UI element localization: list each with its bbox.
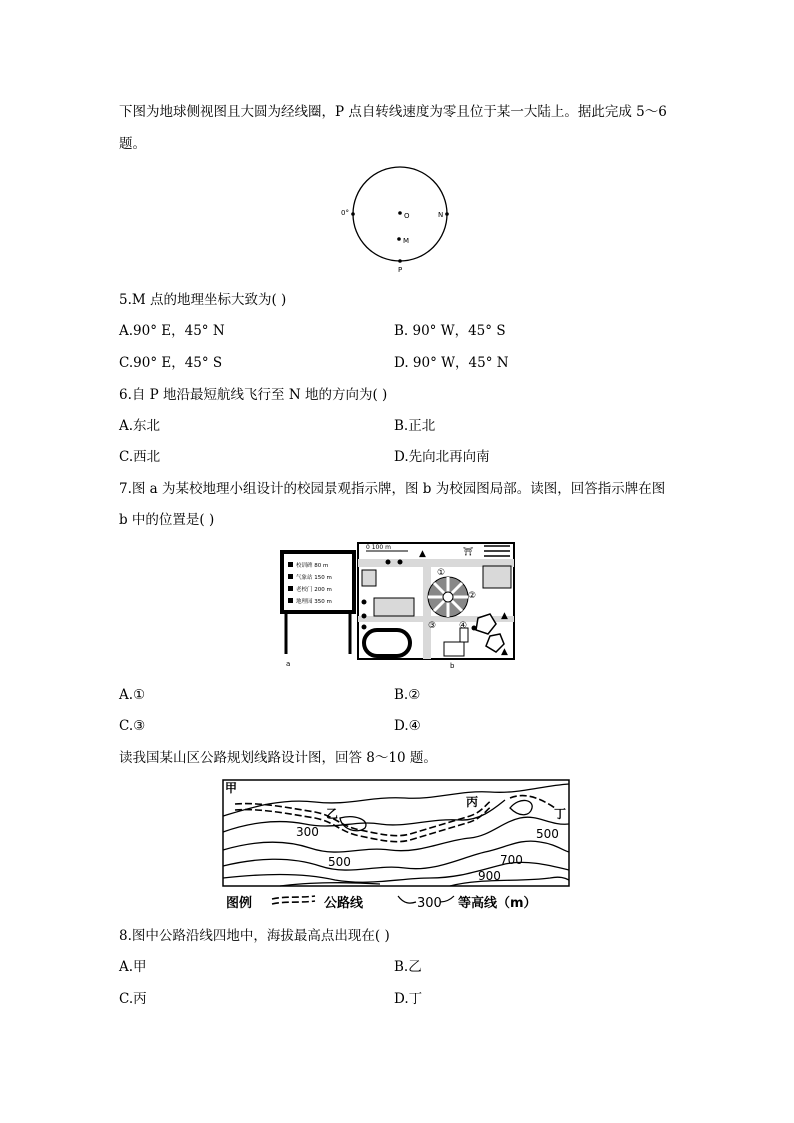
marker-3: ③	[428, 621, 437, 631]
place-jia: 甲	[225, 781, 238, 795]
campus-map-b	[358, 543, 514, 659]
campus-figure	[278, 542, 518, 672]
legend-road: 公路线	[324, 896, 364, 911]
q8-option-d[interactable]: D.丁	[394, 991, 423, 1007]
sign-item: 气象站 150 m	[296, 575, 332, 581]
q8-option-c[interactable]: C.丙	[119, 991, 147, 1007]
marker-1: ①	[437, 568, 446, 578]
gate-icon: ⛩	[463, 547, 474, 556]
legend-contour: 等高线（m）	[458, 896, 537, 911]
point-n	[445, 212, 449, 216]
label-p: P	[398, 266, 403, 274]
weather-station-icon	[288, 574, 293, 579]
contour-label: 500	[328, 855, 351, 869]
label-o: O	[404, 212, 410, 220]
place-bing: 丙	[466, 795, 479, 809]
q5-option-d[interactable]: D. 90° W，45° N	[394, 355, 509, 371]
place-yi: 乙	[326, 807, 339, 821]
legend-contour-icon	[398, 896, 416, 903]
q7-option-c[interactable]: C.③	[119, 718, 146, 734]
sign-board-a	[282, 552, 354, 654]
q6-option-b[interactable]: B.正北	[394, 418, 436, 434]
q6-option-d[interactable]: D.先向北再向南	[394, 449, 490, 465]
old-gate-icon	[288, 586, 293, 591]
q5-option-a[interactable]: A.90° E，45° N	[119, 323, 225, 339]
stele-icon	[288, 562, 293, 567]
intro-line-1: 下图为地球侧视图且大圆为经线圈，P 点自转线速度为零且位于某一大陆上。据此完成 5～6	[119, 104, 667, 120]
q6-option-a[interactable]: A.东北	[119, 418, 161, 434]
q7-option-d[interactable]: D.④	[394, 718, 421, 734]
geo-garden-icon	[288, 598, 293, 603]
point-o	[398, 211, 402, 215]
q7-stem-line-2: b 中的位置是( )	[119, 512, 215, 528]
contour-label: 300	[296, 825, 319, 839]
point-0-degree	[351, 212, 355, 216]
q5-option-c[interactable]: C.90° E，45° S	[119, 355, 223, 371]
running-track	[364, 630, 410, 656]
point-m	[397, 237, 401, 241]
label-a: a	[286, 660, 291, 668]
label-n: N	[438, 211, 444, 219]
q8-option-a[interactable]: A.甲	[119, 959, 147, 975]
map-scale: 0 100 m	[366, 544, 391, 551]
q8-stem: 8.图中公路沿线四地中，海拔最高点出现在( )	[119, 928, 390, 944]
q7-option-a[interactable]: A.①	[119, 687, 146, 703]
contour-label: 500	[536, 827, 559, 841]
tree-icon: ▲	[501, 611, 508, 621]
tree-icon: ▲	[419, 549, 426, 559]
sign-item: 地理园 350 m	[296, 599, 332, 605]
legend-title: 图例	[226, 896, 253, 911]
legend-contour-value: 300	[417, 896, 442, 911]
map-frame	[223, 780, 569, 886]
q5-option-b[interactable]: B. 90° W，45° S	[394, 323, 506, 339]
label-m: M	[403, 237, 410, 245]
globe-figure	[340, 160, 460, 280]
place-ding: 丁	[554, 807, 567, 821]
intro-line-2: 题。	[119, 136, 146, 152]
q5-stem: 5.M 点的地理坐标大致为( )	[119, 292, 287, 308]
q8-option-b[interactable]: B.乙	[394, 959, 422, 975]
q7-option-b[interactable]: B.②	[394, 687, 421, 703]
intro-2: 读我国某山区公路规划线路设计图，回答 8～10 题。	[119, 750, 437, 766]
sign-item: 老校门 200 m	[296, 587, 332, 593]
label-b: b	[450, 662, 455, 670]
q6-stem: 6.自 P 地沿最短航线飞行至 N 地的方向为( )	[119, 387, 388, 403]
q7-stem-line-1: 7.图 a 为某校地理小组设计的校园景观指示牌，图 b 为校园图局部。读图，回答指示牌在图	[119, 481, 666, 497]
legend-road-icon	[272, 896, 315, 904]
sign-item: 校训碑 80 m	[296, 563, 329, 569]
label-0-degree: 0°	[341, 209, 349, 217]
contour-figure	[220, 778, 572, 914]
q6-option-c[interactable]: C.西北	[119, 449, 161, 465]
marker-2: ②	[468, 591, 477, 601]
point-p	[398, 259, 402, 263]
contour-label: 700	[500, 853, 523, 867]
tree-icon: ▲	[501, 647, 508, 657]
marker-4: ④	[459, 621, 468, 631]
contour-label: 900	[478, 869, 501, 883]
